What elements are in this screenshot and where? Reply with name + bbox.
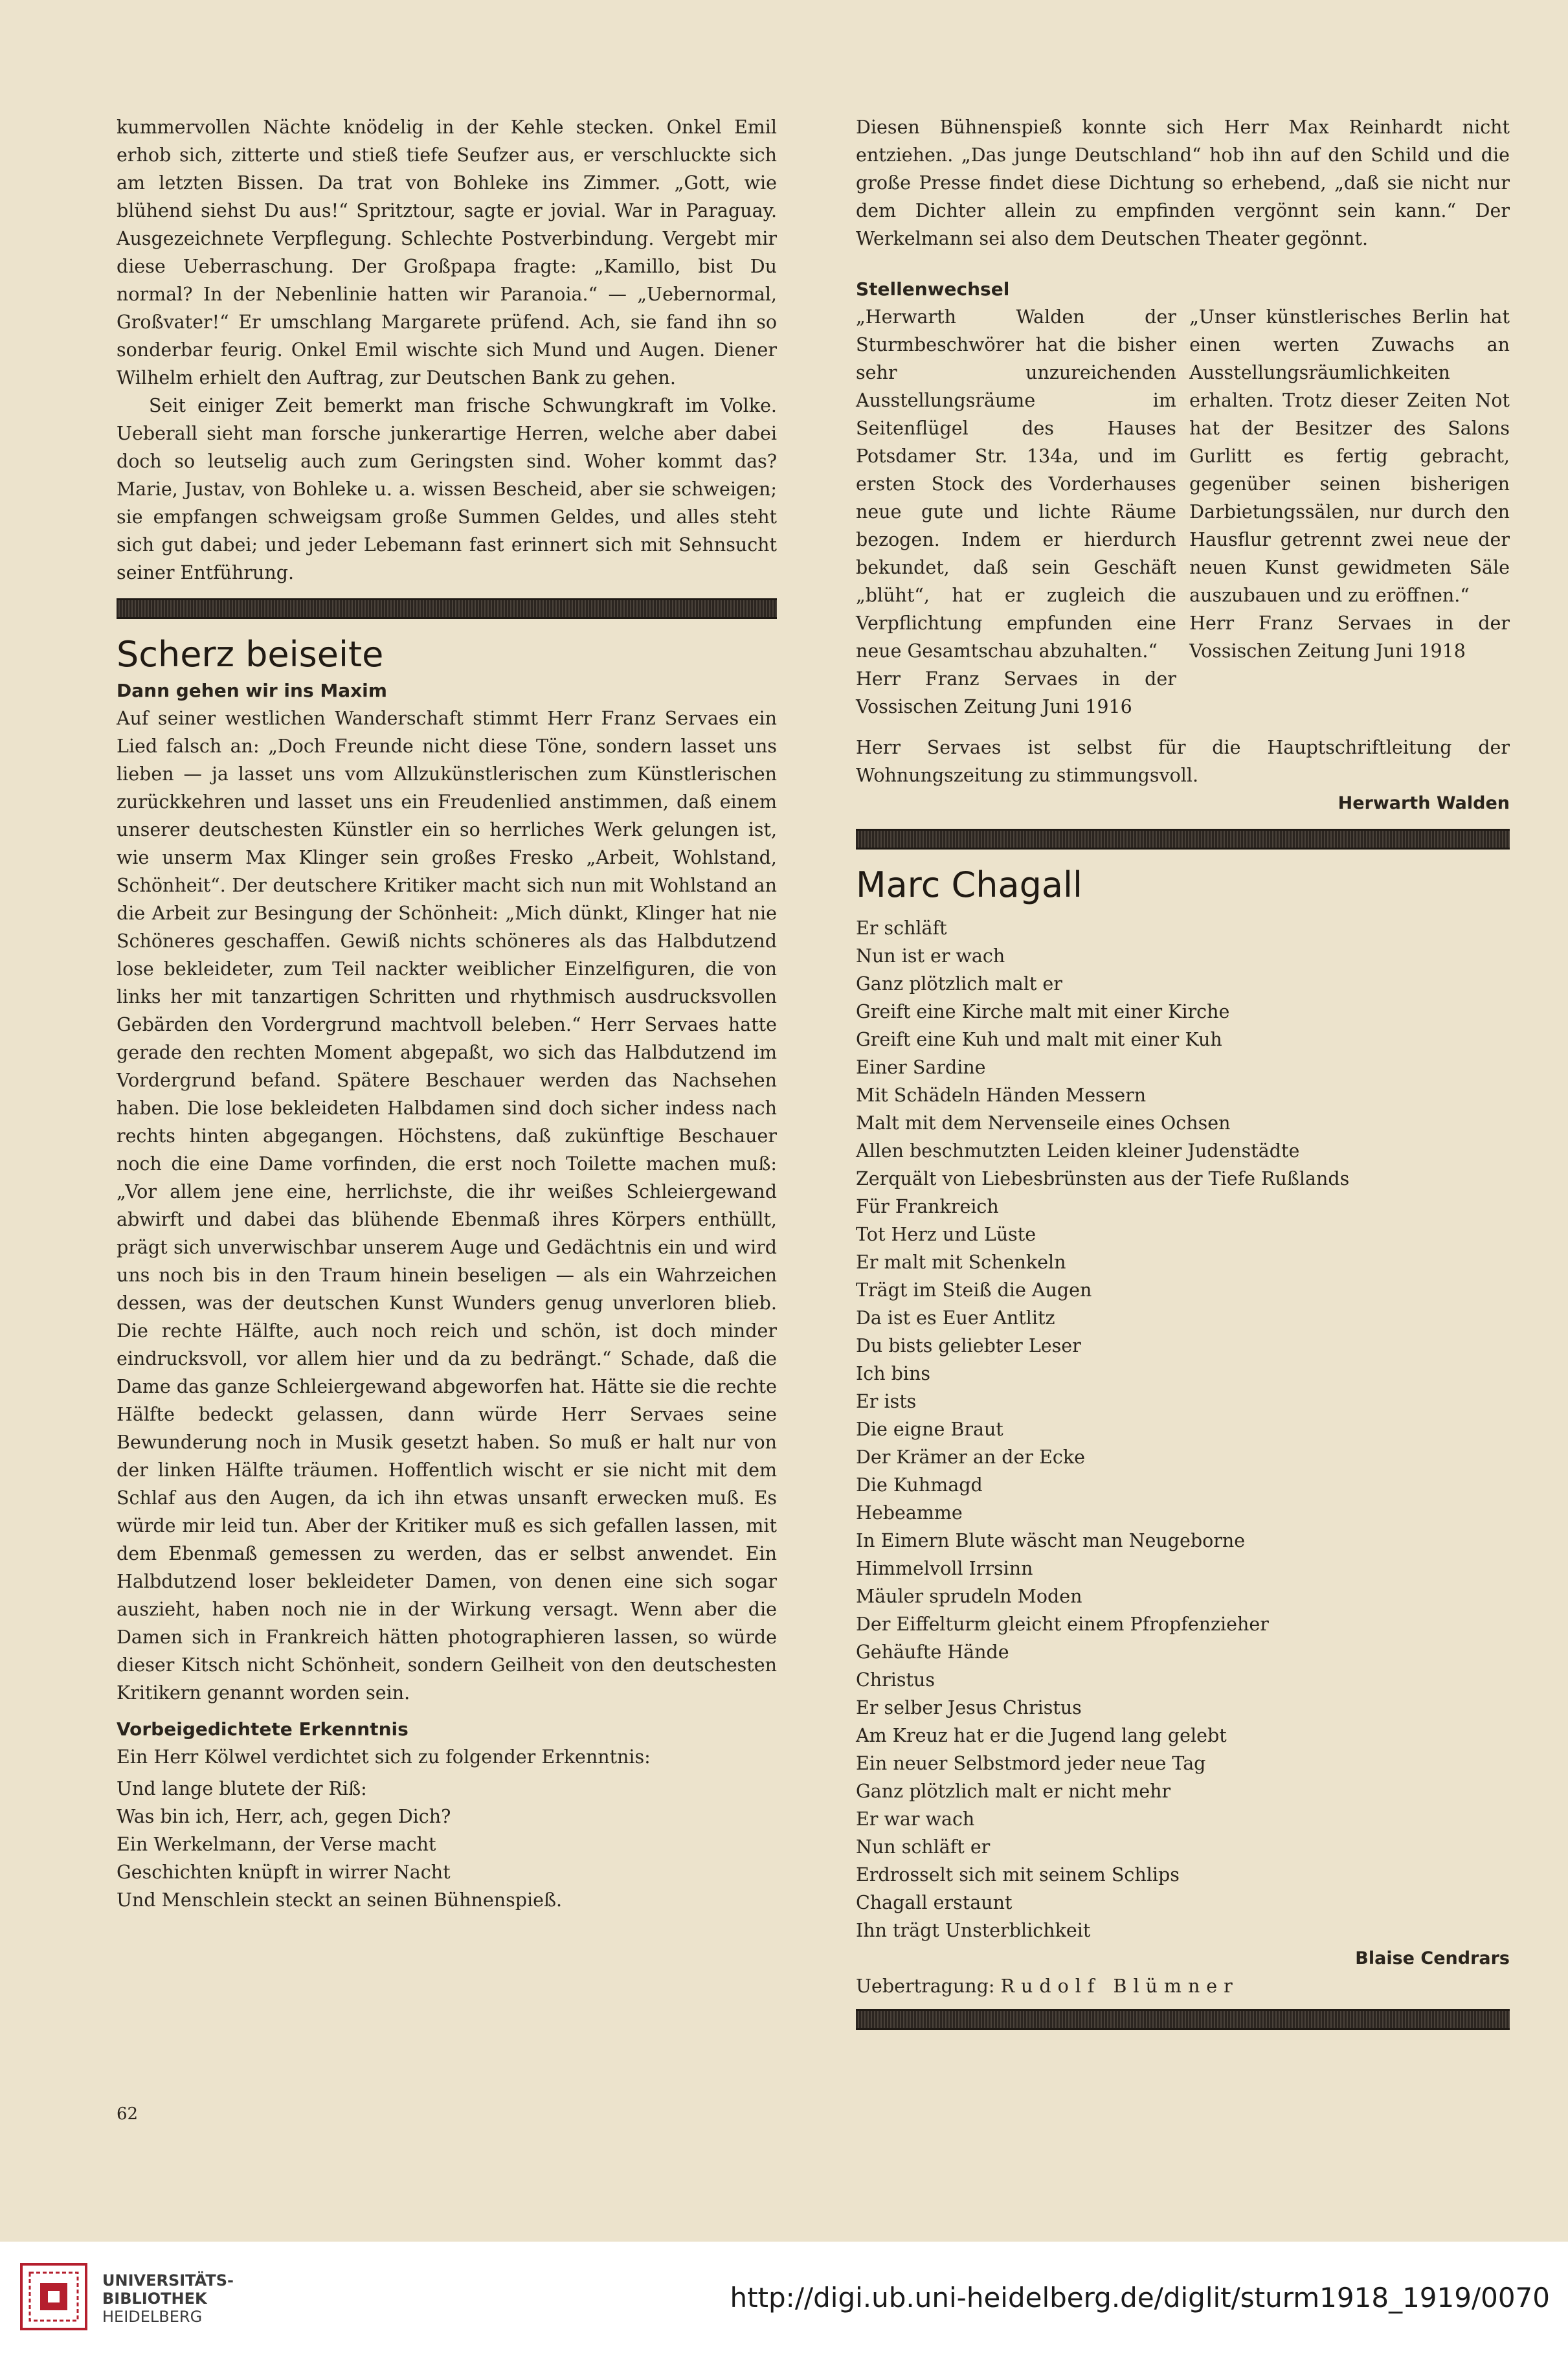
poem-line: Ganz plötzlich malt er nicht mehr (856, 1781, 1171, 1802)
subsection-title-maxim: Dann gehen wir ins Maxim (117, 680, 387, 701)
poem-line: Trägt im Steiß die Augen (856, 1279, 1092, 1301)
section-divider (856, 829, 1510, 850)
right-column (856, 113, 1510, 2043)
poem-line: Hebeamme (856, 1502, 963, 1524)
poem-line: Malt mit dem Nervenseile eines Ochsen (856, 1112, 1231, 1134)
poem-line: Ganz plötzlich malt er (856, 973, 1062, 995)
poem-line: Himmelvoll Irrsinn (856, 1558, 1033, 1579)
intro-paragraph-1: kummervollen Nächte knödelig in der Kehle stecken. Onkel Emil erhob sich, zitterte und stieß tiefe Seufzer aus, er verschluckte sich am letzten Bissen. Da trat von Bohleke ins Zimmer. „Gott, wie blühend siehst Du aus!“ Spritztour, sagte er jovial. War in Paraguay. Ausgezeichnete Verpflegung. Schlechte Postverbindung. Vergebt mir diese Ueberraschung. Der Großpapa fragte: „Kamillo, bist Du normal? In der Nebenlinie hatten wir Paranoia.“ — „Uebernormal, Großvater!“ Er umschlang Margarete prüfend. Ach, sie fand ihn so sonderbar feurig. Onkel Emil wischte sich Mund und Augen. Diener Wilhelm erhielt den Auftrag, zur Deutschen Bank zu gehen. (117, 117, 777, 388)
library-name-line: UNIVERSITÄTS- (102, 2271, 234, 2290)
poem-line: Greift eine Kuh und malt mit einer Kuh (856, 1029, 1222, 1050)
poem-line: In Eimern Blute wäscht man Neugeborne (856, 1530, 1246, 1551)
poem-line: Die Kuhmagd (856, 1474, 983, 1496)
verse-line: Und lange blutete der Riß: (117, 1778, 367, 1799)
signature-walden: Herwarth Walden (1338, 793, 1510, 813)
poem-line: Ein neuer Selbstmord jeder neue Tag (856, 1753, 1206, 1774)
intro-paragraph-2: Seit einiger Zeit bemerkt man frische Schwungkraft im Volke. Ueberall sieht man forsche junkerartige Herren, welche aber dabei doch so leutselig auch zum Geringsten sind. Woher kommt das? Marie, Justav, von Bohleke u. a. wissen Bescheid, aber sie schweigen; sie empfangen schweigsam große Summen Geldes, und alles steht sich gut dabei; und jeder Lebemann fast erinnert sich mit Sehnsucht seiner Entführung. (117, 395, 777, 583)
poem-line: Er war wach (856, 1808, 975, 1830)
poem-line: Nun schläft er (856, 1836, 991, 1858)
poem-body (856, 914, 1510, 1944)
poem-line: Er selber Jesus Christus (856, 1697, 1082, 1718)
poem-line: Der Krämer an der Ecke (856, 1447, 1085, 1468)
subsection-text-maxim: Auf seiner westlichen Wanderschaft stimmt Herr Franz Servaes ein Lied falsch an: „Doch Freunde nicht diese Töne, sondern lasset uns lieben — ja lasset uns vom Allzukünstlerischen zum Künstlerischen zurückkehren und lasset uns ein Freudenlied anstimmen, daß einem unserer deutschesten Künstler ein so herrliches Werk gelungen ist, wie unserm Max Klinger sein großes Fresko „Arbeit, Wohlstand, Schönheit“. Der deutschere Kritiker macht sich nun mit Wohlstand an die Arbeit zur Besingung der Schönheit: „Mich dünkt, Klinger hat nie Schöneres geschaffen. Gewiß nichts schöneres als das Halbdutzend lose bekleideter, zum Teil nackter weiblicher Einzelfiguren, die von links her mit tanzartigen Schritten und rhythmisch ausdrucksvollen Gebärden den Vordergrund machtvoll beleben.“ Herr Servaes hatte gerade den rechten Moment abgepaßt, wo sich das Halbdutzend im Vordergrund befand. Spätere Beschauer werden das Nachsehen haben. Die lose bekleideten Halbdamen sind doch sicher indess nach rechts hinten abgegangen. Höchstens, daß zukünftige Beschauer noch die eine Dame vorfinden, die erst noch Toilette machen muß: „Vor allem jene eine, herrlichste, die ihr weißes Schleiergewand abwirft und dabei das blühende Ebenmaß ihres Körpers enthüllt, prägt sich unverwischbar unserem Auge und Gedächtnis ein und wird uns noch bis in den Traum hinein beseligen — als ein Wahrzeichen dessen, was der deutschen Kunst Wunders genug unverloren blieb. Die rechte Hälfte, auch noch reich und schön, ist doch minder eindrucksvoll, vor allem hier und da zu bedrängt.“ Schade, daß die Dame das ganze Schleiergewand abgeworfen hat. Hätte sie die rechte Hälfte bedeckt gelassen, dann würde Herr Servaes seine Bewunderung noch in Musik gesetzt haben. So muß er halt nur von der linken Hälfte träumen. Hoffentlich wischt er sie nicht mit dem Schlaf aus den Augen, da ich ihn etwas unsanft erwecken muß. Es würde mir leid tun. Aber der Kritiker muß es sich gefallen lassen, mit dem Ebenmaß gemessen zu werden, das er selbst anwendet. Ein Halbdutzend loser bekleideter Damen, von denen eine sich sogar auszieht, haben noch nie in der Wirkung versagt. Wenn aber die Damen sich in Frankreich hätten photographieren lassen, so würde dieser Kitsch nicht Schönheit, sondern Geilheit von den deutschesten Kritikern genannt worden sein. (117, 708, 777, 1704)
verse-line: Was bin ich, Herr, ach, gegen Dich? (117, 1806, 451, 1827)
library-name (102, 2271, 234, 2326)
poem-line: Er ists (856, 1391, 917, 1412)
poem-line: Ich bins (856, 1363, 930, 1384)
section-title: Scherz beiseite (117, 634, 384, 675)
poem-line: Ihn trägt Unsterblichkeit (856, 1920, 1091, 1941)
verse-block (117, 1775, 777, 1914)
poem-line: Gehäufte Hände (856, 1641, 1009, 1663)
poem-line: Erdrosselt sich mit seinem Schlips (856, 1864, 1180, 1886)
university-seal-icon (18, 2261, 89, 2332)
poem-author: Blaise Cendrars (1355, 1948, 1510, 1968)
poem-line: Er schläft (856, 918, 947, 939)
stellenwechsel-closing: Herr Servaes ist selbst für die Hauptschriftleitung der Wohnungszeitung zu stimmungsvoll. (856, 737, 1510, 786)
poem-line: Mäuler sprudeln Moden (856, 1586, 1082, 1607)
poem-line: Christus (856, 1669, 935, 1691)
poem-line: Greift eine Kirche malt mit einer Kirche (856, 1001, 1230, 1022)
poem-line: Da ist es Euer Antlitz (856, 1307, 1055, 1329)
poem-line: Mit Schädeln Händen Messern (856, 1085, 1147, 1106)
poem-line: Am Kreuz hat er die Jugend lang gelebt (856, 1725, 1227, 1746)
source-url-link[interactable]: http://digi.ub.uni-heidelberg.de/diglit/sturm1918_1919/0070 (730, 2282, 1550, 2314)
verse-line: Und Menschlein steckt an seinen Bühnenspieß. (117, 1889, 563, 1911)
verse-line: Ein Werkelmann, der Verse macht (117, 1834, 436, 1855)
quote-walden-source: Herr Franz Servaes in der Vossischen Zeitung Juni 1916 (856, 668, 1176, 717)
poem-line: Allen beschmutzten Leiden kleiner Judenstädte (856, 1140, 1300, 1162)
poem-line: Du bists geliebter Leser (856, 1335, 1081, 1357)
quote-gurlitt-source: Herr Franz Servaes in der Vossischen Zeitung Juni 1918 (1189, 613, 1510, 662)
buehnenspiess-paragraph: Diesen Bühnenspieß konnte sich Herr Max Reinhardt nicht entziehen. „Das junge Deutschland“ hob ihn auf den Schild und die große Presse findet diese Dichtung so erhebend, „daß sie nicht nur dem Dichter allein zu empfinden vergönnt sein kann.“ Der Werkelmann sei also dem Deutschen Theater gegönnt. (856, 117, 1510, 249)
quote-right (1189, 303, 1510, 721)
section-divider (856, 2009, 1510, 2030)
verse-line: Geschichten knüpft in wirrer Nacht (117, 1862, 451, 1883)
page-number: 62 (117, 2104, 139, 2124)
subsection-title-erkenntnis: Vorbeigedichtete Erkenntnis (117, 1718, 409, 1740)
poem-line: Für Frankreich (856, 1196, 999, 1217)
translation-credit (856, 1972, 1510, 2000)
library-footer (0, 2242, 1568, 2353)
translator-name: Rudolf Blümner (1000, 1976, 1239, 1997)
poem-title: Marc Chagall (856, 864, 1082, 905)
poem-line: Chagall erstaunt (856, 1892, 1013, 1913)
library-name-line: HEIDELBERG (102, 2308, 203, 2326)
translation-label: Uebertragung: (856, 1976, 995, 1997)
quote-left (856, 303, 1176, 721)
poem-line: Zerquält von Liebesbrünsten aus der Tiefe Rußlands (856, 1168, 1350, 1189)
section-divider (117, 598, 777, 619)
poem-line: Einer Sardine (856, 1057, 986, 1078)
poem-line: Tot Herz und Lüste (856, 1224, 1036, 1245)
poem-line: Die eigne Braut (856, 1419, 1003, 1440)
subsection-intro-erkenntnis: Ein Herr Kölwel verdichtet sich zu folgender Erkenntnis: (117, 1746, 651, 1768)
library-name-line: BIBLIOTHEK (102, 2290, 207, 2308)
quote-columns (856, 303, 1510, 721)
quote-gurlitt: „Unser künstlerisches Berlin hat einen werten Zuwachs an Ausstellungsräumlichkeiten erhalten. Trotz dieser Zeiten Not hat der Besitzer des Salons Gurlitt es fertig gebracht, gegenüber seinen bisherigen Darbietungssälen, nur durch den Hausflur getrennt zwei neue der neuen Kunst gewidmeten Säle auszubauen und zu eröffnen.“ (1189, 306, 1510, 606)
left-column (117, 113, 777, 1914)
stellenwechsel-title: Stellenwechsel (856, 278, 1010, 300)
poem-line: Nun ist er wach (856, 945, 1005, 967)
poem-line: Er malt mit Schenkeln (856, 1252, 1066, 1273)
quote-walden: „Herwarth Walden der Sturmbeschwörer hat die bisher sehr unzureichenden Ausstellungsräume im Seitenflügel des Hauses Potsdamer Str. 134a, und im ersten Stock des Vorderhauses neue gute und lichte Räume bezogen. Indem er hierdurch bekundet, daß sein Geschäft „blüht“, hat er zugleich die Verpflichtung empfunden eine neue Gesamtschau abzuhalten.“ (856, 306, 1176, 662)
poem-line: Der Eiffelturm gleicht einem Pfropfenzieher (856, 1614, 1269, 1635)
